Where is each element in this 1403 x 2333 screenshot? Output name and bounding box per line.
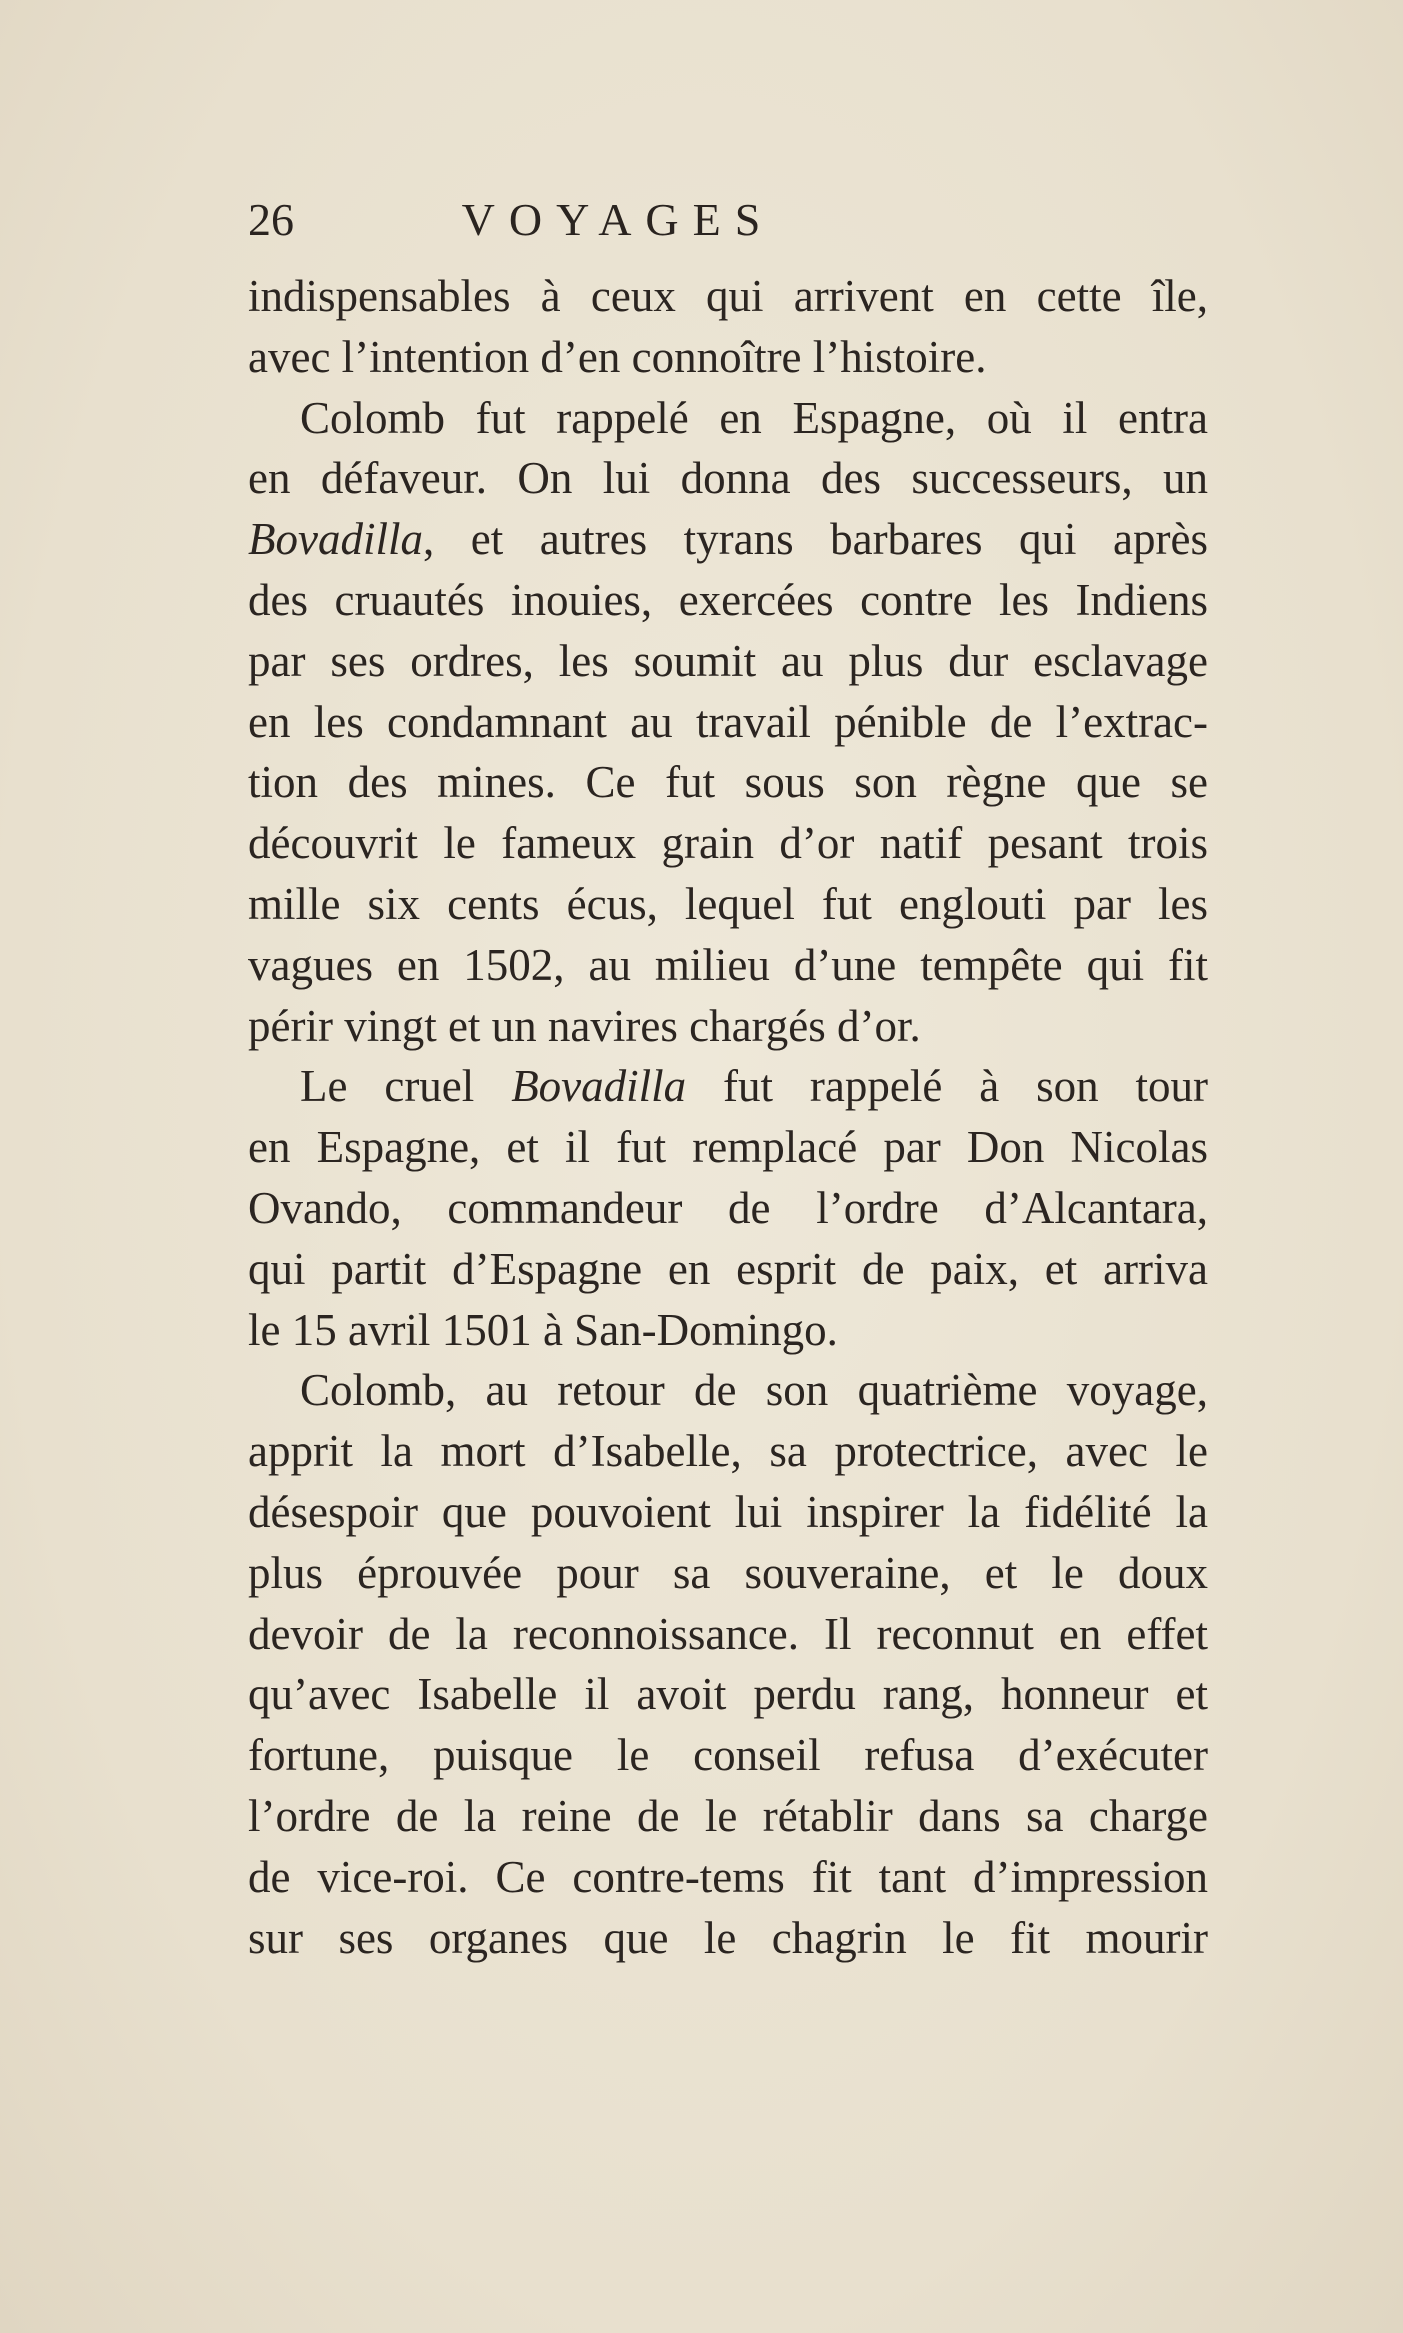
text-segment: devoir de la reconnoissance. Il reconnut en effet: [248, 1608, 1208, 1659]
text-segment: en Espagne, et il fut remplacé par Don Nicolas: [248, 1122, 1208, 1173]
running-title: VOYAGES: [461, 194, 775, 245]
text-segment: fortune, puisque le conseil refusa d’exécuter: [248, 1730, 1208, 1781]
text-segment: des cruautés inouies, exercées contre les Indiens: [248, 574, 1208, 625]
text-line: [248, 1847, 1208, 1908]
italic-name: Bovadilla: [511, 1061, 687, 1112]
text-segment: de vice-roi. Ce contre-tems fit tant d’impression: [248, 1851, 1208, 1902]
text-segment: vagues en 1502, au milieu d’une tempête qui fit: [248, 939, 1208, 990]
text-line: [248, 935, 1208, 996]
text-line: [248, 1482, 1208, 1543]
text-line: [248, 570, 1208, 631]
text-segment: plus éprouvée pour sa souveraine, et le doux: [248, 1547, 1208, 1598]
text-segment: en défaveur. On lui donna des successeurs, un: [248, 453, 1208, 504]
text-line: [248, 1360, 1208, 1421]
text-segment: désespoir que pouvoient lui inspirer la fidélité la: [248, 1486, 1208, 1537]
text-segment: indispensables à ceux qui arrivent en cette île,: [248, 271, 1208, 321]
text-line: [248, 1725, 1208, 1786]
text-line: [248, 631, 1208, 692]
text-segment: en les condamnant au travail pénible de l’extrac-: [248, 696, 1208, 747]
text-segment: tion des mines. Ce fut sous son règne que se: [248, 757, 1208, 808]
text-segment: par ses ordres, les soumit au plus dur esclavage: [248, 635, 1208, 686]
text-segment: apprit la mort d’Isabelle, sa protectrice, avec le: [248, 1426, 1208, 1477]
text-line: [248, 448, 1208, 509]
text-line: [248, 1908, 1208, 1969]
text-segment: périr vingt et un navires chargés d’or.: [248, 1000, 921, 1051]
text-segment: Ovando, commandeur de l’ordre d’Alcantara,: [248, 1182, 1208, 1233]
text-segment: , et autres tyrans barbares qui après: [422, 514, 1208, 565]
text-segment: découvrit le fameux grain d’or natif pesant trois: [248, 818, 1208, 869]
page-header: [248, 190, 1205, 250]
text-line: [248, 1178, 1208, 1239]
text-line: [248, 692, 1208, 753]
text-segment: avec l’intention d’en connoître l’histoire.: [248, 331, 987, 382]
text-line: [248, 509, 1208, 570]
text-line: [248, 388, 1208, 449]
text-line: [248, 1117, 1208, 1178]
text-line: [248, 1239, 1208, 1300]
page-number: 26: [248, 194, 294, 245]
text-line: [248, 813, 1208, 874]
text-segment: le 15 avril 1501 à San-Domingo.: [248, 1304, 838, 1355]
text-segment: sur ses organes que le chagrin le fit mourir: [248, 1912, 1208, 1963]
body-text: [248, 266, 1208, 1968]
text-line: [248, 1300, 1208, 1361]
text-segment: Colomb, au retour de son quatrième voyage,: [300, 1365, 1208, 1416]
text-line: [248, 266, 1208, 327]
text-segment: qui partit d’Espagne en esprit de paix, et arriva: [248, 1243, 1208, 1294]
text-line: [248, 752, 1208, 813]
italic-name: Bovadilla: [248, 514, 423, 565]
text-segment: l’ordre de la reine de le rétablir dans sa charge: [248, 1790, 1208, 1841]
text-line: [248, 1664, 1208, 1725]
text-line: [248, 1421, 1208, 1482]
text-segment: mille six cents écus, lequel fut englouti par les: [248, 878, 1208, 929]
text-line: [248, 1604, 1208, 1665]
text-segment: Colomb fut rappelé en Espagne, où il entra: [300, 392, 1208, 443]
text-segment: fut rappelé à son tour: [686, 1061, 1208, 1112]
text-segment: Le cruel: [300, 1061, 512, 1112]
text-segment: qu’avec Isabelle il avoit perdu rang, honneur et: [248, 1669, 1208, 1720]
text-line: [248, 874, 1208, 935]
text-line: [248, 1786, 1208, 1847]
text-line: [248, 327, 1208, 388]
text-line: [248, 1056, 1208, 1117]
text-line: [248, 996, 1208, 1057]
text-line: [248, 1543, 1208, 1604]
